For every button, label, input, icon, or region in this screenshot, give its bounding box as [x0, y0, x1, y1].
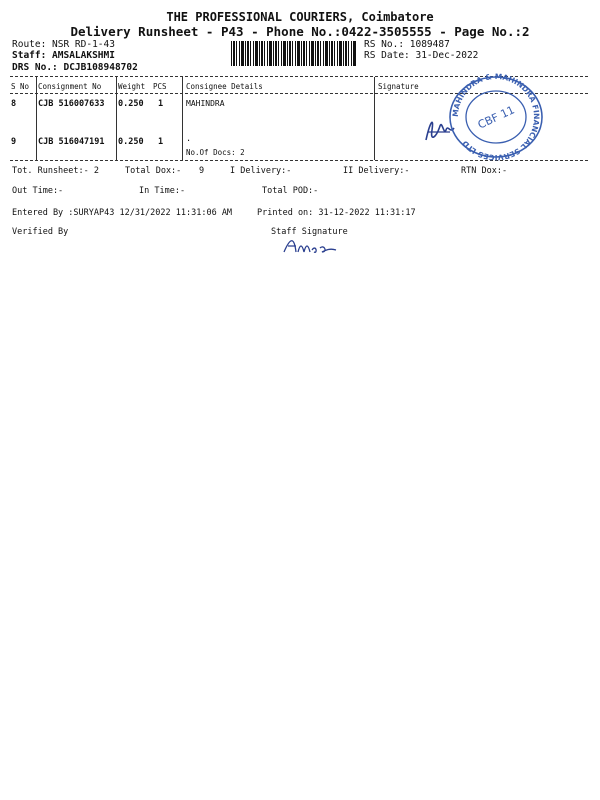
route-label: Route: NSR RD-1-43: [12, 39, 115, 50]
no-of-docs: No.Of Docs: 2: [186, 148, 245, 157]
col-header-signature: Signature: [378, 82, 419, 91]
col-divider: [116, 77, 117, 160]
rs-date: RS Date: 31-Dec-2022: [364, 50, 479, 61]
col-header-pcs: PCS: [153, 82, 167, 91]
company-seal-icon: [440, 72, 552, 162]
col-divider: [36, 77, 37, 160]
in-time: In Time:-: [139, 186, 186, 196]
printed-on: Printed on: 31-12-2022 11:31:17: [257, 208, 416, 218]
col-header-consignee: Consignee Details: [186, 82, 263, 91]
svg-text:CBF 11: CBF 11: [475, 103, 517, 132]
total-dox-label: Total Dox:-: [125, 166, 182, 176]
i-delivery: I Delivery:-: [230, 166, 292, 176]
entered-by: Entered By :SURYAP43 12/31/2022 11:31:06 AM: [12, 208, 233, 218]
row-consignment: CJB 516047191: [38, 137, 105, 147]
row-pcs: 1: [158, 99, 164, 109]
col-header-consignment: Consignment No: [38, 82, 102, 91]
document-subtitle: Delivery Runsheet - P43 - Phone No.:0422-3505555 - Page No.:2: [70, 24, 530, 39]
document-title: THE PROFESSIONAL COURIERS, Coimbatore: [166, 10, 434, 24]
staff-signature-icon: [282, 234, 346, 256]
col-divider: [374, 77, 375, 160]
row-consignee: MAHINDRA: [186, 99, 225, 108]
barcode: [231, 41, 357, 66]
svg-text:MAHINDRA & MAHINDRA FINANCIAL: MAHINDRA & MAHINDRA FINANCIAL SERVICES LTD: [450, 72, 542, 162]
row-weight: 0.250: [118, 99, 144, 109]
out-time: Out Time:-: [12, 186, 64, 196]
verified-by: Verified By: [12, 227, 69, 237]
rs-number: RS No.: 1089487: [364, 39, 450, 50]
staff-label: Staff: AMSALAKSHMI: [12, 50, 115, 61]
row-weight: 0.250: [118, 137, 144, 147]
total-dox-value: 9: [199, 166, 205, 176]
col-divider: [182, 77, 183, 160]
row-sno: 9: [11, 137, 17, 147]
staff-signature-label: Staff Signature: [271, 227, 348, 237]
total-runsheet: Tot. Runsheet:- 2: [12, 166, 99, 176]
drs-number: DRS No.: DCJB108948702: [12, 62, 138, 73]
row-pcs: 1: [158, 137, 164, 147]
row-sno: 8: [11, 99, 17, 109]
row-consignee: .: [186, 134, 192, 144]
rtn-dox: RTN Dox:-: [461, 166, 508, 176]
row-consignment: CJB 516007633: [38, 99, 105, 109]
ii-delivery: II Delivery:-: [343, 166, 410, 176]
col-header-weight: Weight: [118, 82, 146, 91]
total-pod: Total POD:-: [262, 186, 319, 196]
col-header-sno: S No: [11, 82, 30, 91]
